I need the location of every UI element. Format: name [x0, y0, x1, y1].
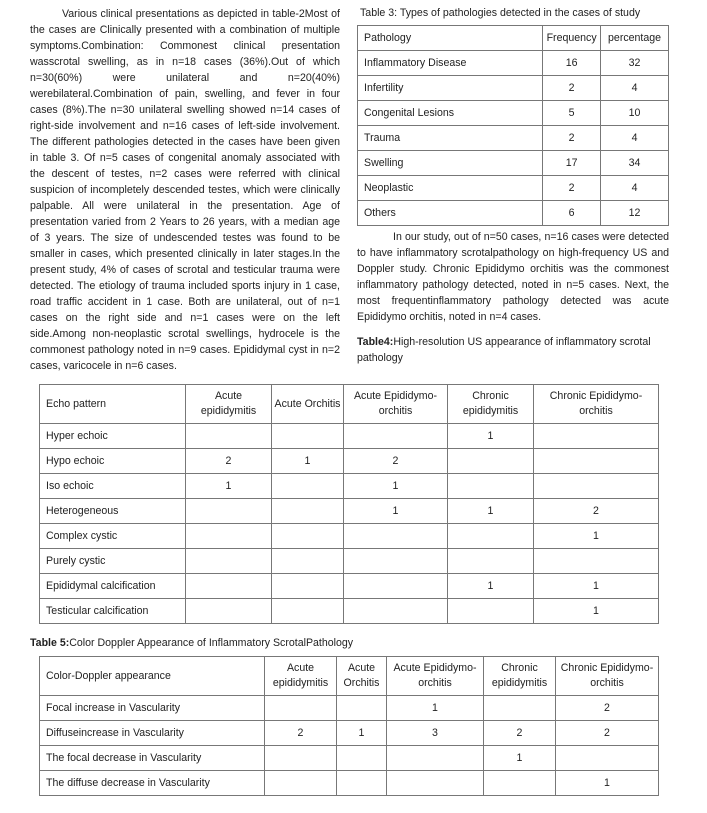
table3-row-label: Neoplastic: [358, 176, 543, 201]
table5: [39, 656, 659, 796]
table4-cell: [344, 574, 448, 599]
table4-cell: 1: [448, 424, 534, 449]
table5-cell: 2: [556, 696, 659, 721]
table4-cell: 1: [344, 499, 448, 524]
table4-header-echo-pattern: Echo pattern: [40, 385, 186, 424]
table5-cell: [337, 771, 387, 796]
table5-header-acute-orchitis: Acute Orchitis: [337, 657, 387, 696]
table4-row: [40, 474, 659, 499]
table4-cell: [186, 599, 272, 624]
table4-header-acute-orchitis: Acute Orchitis: [272, 385, 344, 424]
table3-row: [358, 176, 669, 201]
table4-cell: [344, 549, 448, 574]
table5-cell: 1: [484, 746, 556, 771]
table5-cell: [387, 771, 484, 796]
table4-cell: [272, 424, 344, 449]
table4-cell: 1: [344, 474, 448, 499]
table4-header-row: [40, 385, 659, 424]
table3-header-row: [358, 26, 669, 51]
table3-cell: 2: [543, 176, 601, 201]
table4-row-label: Iso echoic: [40, 474, 186, 499]
table5-cell: [387, 746, 484, 771]
table3-row-label: Congenital Lesions: [358, 101, 543, 126]
table5-row-label: The focal decrease in Vascularity: [40, 746, 265, 771]
table5-row: [40, 746, 659, 771]
table4-cell: [186, 524, 272, 549]
table5-cell: 2: [265, 721, 337, 746]
table4-cell: [272, 499, 344, 524]
table4-row: [40, 549, 659, 574]
table3-cell: 2: [543, 76, 601, 101]
table4-cell: [448, 549, 534, 574]
table3-row-label: Others: [358, 201, 543, 226]
table4-header-chronic-epididymitis: Chronic epididymitis: [448, 385, 534, 424]
body-paragraph-right: In our study, out of n=50 cases, n=16 cases were detected to have inflammatory scrotalpathology on high-frequency US and Doppler study. Chronic Epididymo orchitis was the commonest inflammatory pathology detected, noted in n=5 cases. Next, the most frequentinflammatory pathology detected was acute Epididymo orchitis, noted in n=4 cases.: [357, 231, 669, 323]
table3-cell: 5: [543, 101, 601, 126]
table5-caption: [30, 636, 353, 651]
table5-cell: [484, 771, 556, 796]
table4-row: [40, 449, 659, 474]
body-paragraph-left: Various clinical presentations as depicted in table-2Most of the cases are Clinically presented with a combination of multiple symptoms.Combination: Commonest clinical presentation wasscrotal swelling, as in n=18 cases (36%).Out of which n=30(60%) were unilateral and n=20(40%) werebilateral.Combination of pain, swelling, and fever in four cases (8%).The n=30 unilateral swelling showed n=14 cases of right-side involvement and n=16 cases of left-side involvement. The different pathologies detected in the cases have been given in table 3. Of n=5 cases of congenital anomaly associated with the descent of testes, n=2 cases were referred with clinical suspicion of incompletely descended testes, which were clinically palpable. All were unilateral in the presentation. Age of presentation varied from 2 Years to 26 years, with a median age of 3 years. The size of undescended testes was found to be smaller in cases, which presented clinically in later stages.In the present study, 4% of cases of scrotal and testicular trauma were detected. The etiology of trauma included sports injury in 1 case, road traffic accident in 1 case. Both are unilateral, out of n=1 cases on the right side and n=1 cases were on the left side.Among non-neoplastic scrotal swellings, hydrocele is the commonest pathology noted in n=9 cases. Epididymal cyst in n=2 cases, varicocele in n=6 cases.: [30, 8, 340, 372]
table4-cell: [448, 474, 534, 499]
table4-cell: [186, 549, 272, 574]
table4-cell: [448, 449, 534, 474]
table4-cell: 1: [534, 599, 659, 624]
table4-cell: [186, 424, 272, 449]
table4-cell: [344, 524, 448, 549]
table4-cell: [272, 574, 344, 599]
table3-row-label: Trauma: [358, 126, 543, 151]
table4-cell: 2: [186, 449, 272, 474]
table4-row: [40, 499, 659, 524]
table3-row: [358, 51, 669, 76]
table4-cell: [448, 599, 534, 624]
table4-row-label: Purely cystic: [40, 549, 186, 574]
table5-header-acute-epididymitis: Acute epididymitis: [265, 657, 337, 696]
table3-header-pathology: Pathology: [358, 26, 543, 51]
table5-row: [40, 771, 659, 796]
table4-cell: [448, 524, 534, 549]
table5-cell: 2: [484, 721, 556, 746]
table3-cell: 16: [543, 51, 601, 76]
table5-row-label: The diffuse decrease in Vascularity: [40, 771, 265, 796]
table4-row-label: Complex cystic: [40, 524, 186, 549]
table5-cell: 1: [337, 721, 387, 746]
table5-row: [40, 721, 659, 746]
table4-caption-label: Table4:: [357, 336, 394, 348]
table4-cell: 1: [186, 474, 272, 499]
table3-cell: 34: [601, 151, 669, 176]
table5-cell: [337, 746, 387, 771]
table3-cell: 10: [601, 101, 669, 126]
table3-row-label: Swelling: [358, 151, 543, 176]
table5-cell: 1: [387, 696, 484, 721]
table5-row-label: Focal increase in Vascularity: [40, 696, 265, 721]
table3-row: [358, 151, 669, 176]
table3-row: [358, 76, 669, 101]
table4-header-acute-epididymo-orchitis: Acute Epididymo-orchitis: [344, 385, 448, 424]
table4-header-chronic-epididymo-orchitis: Chronic Epididymo-orchitis: [534, 385, 659, 424]
table5-cell: [265, 746, 337, 771]
table4-row: [40, 524, 659, 549]
table4-row: [40, 574, 659, 599]
table4-header-acute-epididymitis: Acute epididymitis: [186, 385, 272, 424]
table5-row-label: Diffuseincrease in Vascularity: [40, 721, 265, 746]
table4-caption: [357, 334, 669, 366]
table3: [357, 25, 669, 226]
table3-cell: 6: [543, 201, 601, 226]
table3-header-frequency: Frequency: [543, 26, 601, 51]
table4-cell: [534, 549, 659, 574]
table3-cell: 2: [543, 126, 601, 151]
table5-cell: 1: [556, 771, 659, 796]
table3-cell: 32: [601, 51, 669, 76]
table5-cell: [265, 771, 337, 796]
table3-row-label: Inflammatory Disease: [358, 51, 543, 76]
table4-cell: [534, 424, 659, 449]
right-column: [357, 6, 669, 366]
table4-cell: 1: [272, 449, 344, 474]
table4: [39, 384, 659, 624]
table4-caption-text: High-resolution US appearance of inflammatory scrotal pathology: [357, 336, 651, 364]
table4-row-label: Hyper echoic: [40, 424, 186, 449]
table4-cell: 1: [448, 574, 534, 599]
table5-cell: [484, 696, 556, 721]
table4-row: [40, 424, 659, 449]
table4-cell: 1: [448, 499, 534, 524]
table4-cell: [534, 449, 659, 474]
table5-cell: [337, 696, 387, 721]
table5-header-row: [40, 657, 659, 696]
table3-cell: 4: [601, 126, 669, 151]
table4-cell: [186, 574, 272, 599]
table4-cell: [186, 499, 272, 524]
table5-cell: [556, 746, 659, 771]
table5-cell: 2: [556, 721, 659, 746]
table4-cell: 2: [534, 499, 659, 524]
table4-row-label: Epididymal calcification: [40, 574, 186, 599]
table4-cell: 2: [344, 449, 448, 474]
table4-row-label: Testicular calcification: [40, 599, 186, 624]
table5-caption-label: Table 5:: [30, 637, 70, 649]
table4-cell: [272, 599, 344, 624]
table3-row: [358, 126, 669, 151]
table3-row: [358, 201, 669, 226]
table4-row-label: Hypo echoic: [40, 449, 186, 474]
table4-cell: 1: [534, 524, 659, 549]
table4-cell: [534, 474, 659, 499]
table5-header-color-doppler: Color-Doppler appearance: [40, 657, 265, 696]
table3-row-label: Infertility: [358, 76, 543, 101]
table3-cell: 12: [601, 201, 669, 226]
table5-caption-text: Color Doppler Appearance of Inflammatory ScrotalPathology: [69, 637, 354, 649]
table5-header-acute-epididymo-orchitis: Acute Epididymo-orchitis: [387, 657, 484, 696]
table3-caption: Table 3: Types of pathologies detected in the cases of study: [360, 7, 641, 19]
table4-cell: [272, 524, 344, 549]
table5-row: [40, 696, 659, 721]
table3-row: [358, 101, 669, 126]
table4-row: [40, 599, 659, 624]
table4-cell: [344, 424, 448, 449]
table3-header-percentage: percentage: [601, 26, 669, 51]
table3-cell: 4: [601, 176, 669, 201]
table3-cell: 4: [601, 76, 669, 101]
table4-cell: [272, 549, 344, 574]
table4-row-label: Heterogeneous: [40, 499, 186, 524]
table4-cell: [272, 474, 344, 499]
table3-cell: 17: [543, 151, 601, 176]
table4-cell: 1: [534, 574, 659, 599]
table5-header-chronic-epididymitis: Chronic epididymitis: [484, 657, 556, 696]
table5-cell: [265, 696, 337, 721]
table5-header-chronic-epididymo-orchitis: Chronic Epididymo-orchitis: [556, 657, 659, 696]
table5-cell: 3: [387, 721, 484, 746]
table4-cell: [344, 599, 448, 624]
